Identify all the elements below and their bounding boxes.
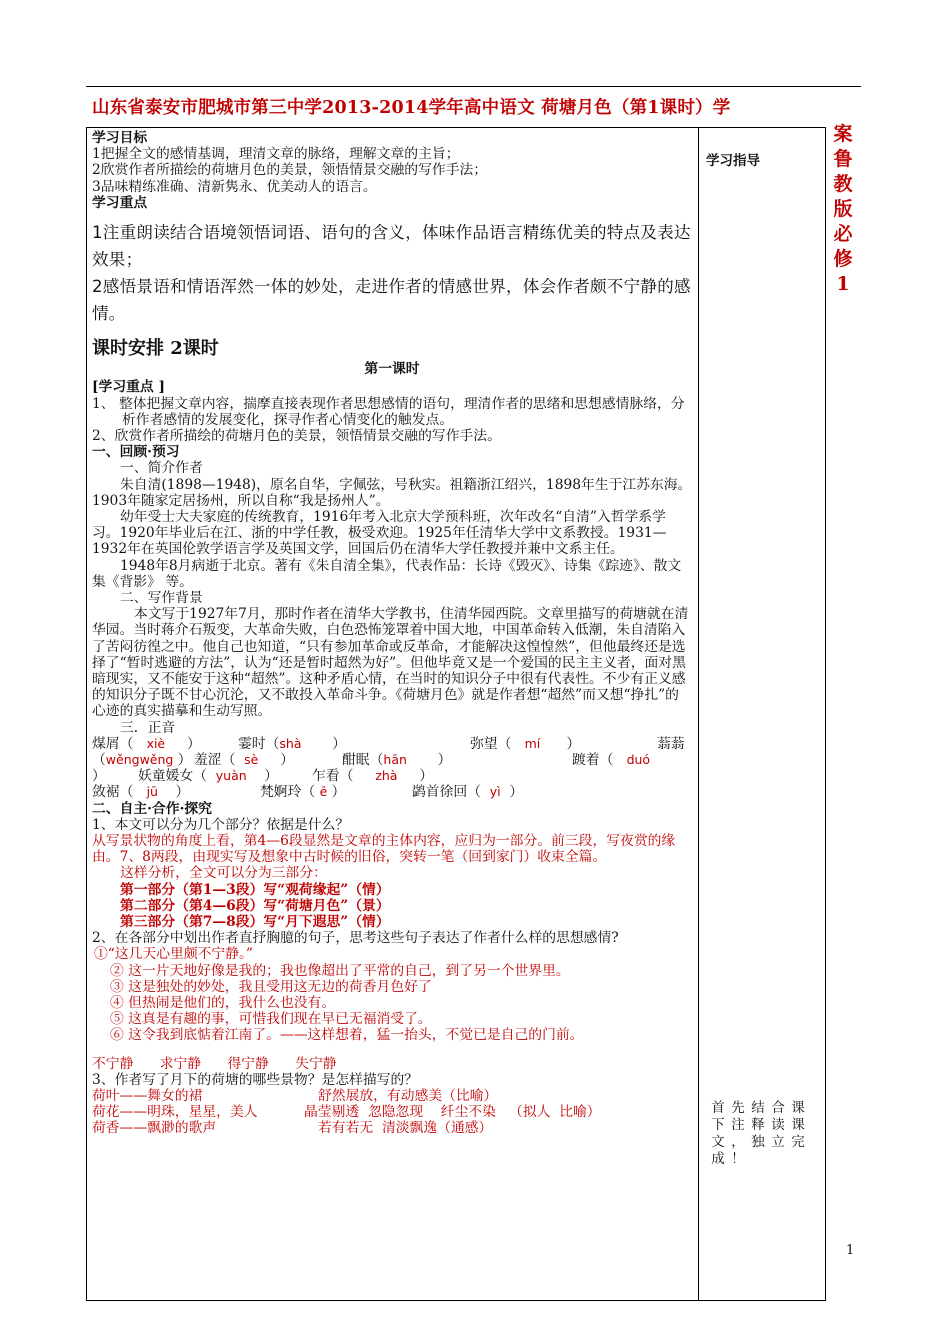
- goal-item: 1把握全文的感情基调，理清文章的脉络，理解文章的主旨；: [92, 146, 460, 163]
- answer-sentence: ⑤ 这真是有趣的事，可惜我们现在早已无福消受了。: [110, 1011, 432, 1028]
- author-paragraph: 幼年受士大夫家庭的传统教育，1916年考入北京大学预科班，次年改名“自清”入哲学系学习。1920年毕业后在江、浙的中学任教，极受欢迎。1925年任清华大学中文系教授。1931—1932年在英国伦敦学语言学及英国文学，回国后仍在清华大学任教授并兼中文系主任。: [92, 509, 667, 558]
- page-number: 1: [846, 1243, 855, 1258]
- question: 3、作者写了月下的荷塘的哪些景物？是怎样描写的？: [92, 1071, 419, 1088]
- answer-summary: 这样分析，全文可以分为三部分：: [120, 865, 327, 882]
- part1-heading: 一、回顾·预习: [92, 444, 180, 461]
- goal-item: 2欣赏作者所描绘的荷塘月色的美景，领悟情景交融的写作手法；: [92, 162, 488, 179]
- answer: 从写景状物的角度上看，第4—6段显然是文章的主体内容，应归为一部分。前三段，写夜赏的缘由。7、8两段，由现实写及想象中古时候的旧俗，突转一笔（回到家门）收束全篇。: [92, 833, 676, 866]
- answer-sentence: ⑥ 这令我到底惦着江南了。——这样想着，猛一抬头，不觉已是自己的门前。: [110, 1027, 584, 1044]
- main-content: [92, 130, 692, 1137]
- schedule: 课时安排 2课时: [92, 338, 219, 360]
- guide-text: 首 下 文 成 先 注 ， ！ 结 释 独 合 读 立 课 课 完: [711, 1100, 805, 1167]
- scene-row: 荷香——飘渺的歌声 若有若无 清淡飘逸（通感）: [92, 1120, 493, 1137]
- goal-item: 3品味精练准确、清新隽永、优美动人的语言。: [92, 178, 377, 195]
- focus2-item: 1、 整体把握文章内容，揣摩直接表现作者思想感情的语句，理清作者的思绪和思想感情脉络，分析作者感情的发展变化，探寻作者心情变化的触发点。: [92, 395, 685, 428]
- lesson-title: 第一课时: [364, 361, 420, 378]
- focus2-heading: [学习重点 ]: [92, 379, 166, 396]
- scene-row: 荷叶——舞女的裙 舒然展放，有动感美（比喻）: [92, 1088, 498, 1105]
- author-heading: 一、简介作者: [120, 460, 203, 477]
- document-title: 山东省泰安市肥城市第三中学2013-2014学年高中语文 荷塘月色（第1课时）学: [92, 98, 731, 118]
- answer-sentence: ④ 但热闹是他们的，我什么也没有。: [110, 995, 336, 1012]
- question: 2、在各部分中划出作者直抒胸臆的句子，思考这些句子表达了作者什么样的思想感情?: [92, 930, 619, 947]
- answer-part: 第三部分（第7—8段）写“月下遐思”（情）: [120, 914, 390, 931]
- pronunciation-heading: 三．正音: [120, 719, 176, 736]
- feeling-sequence: 不宁静 求宁静 得宁静 失宁静: [92, 1055, 337, 1072]
- guide-title: 学习指导: [706, 153, 760, 169]
- answer-part: 第二部分（第4—6段）写“荷塘月色”（景）: [120, 897, 390, 914]
- pronunciation-list: 煤屑（ xiè ） 霎时（shà ） 弥望（ mí ） 蓊蓊 （wěngwěng ） 羞涩（ sè ） 酣眠（hān ） 踱着（ duó ） 妖童媛女（ yuàn ） 乍看（ zhà ） 敛裾（ jū ） 梵婀玲（ ē ） 鹢首徐回（ yì ）: [92, 735, 685, 801]
- author-paragraph: 1948年8月病逝于北京。著有《朱自清全集》，代表作品：长诗《毁灭》、诗集《踪迹》、散文集《背影》 等。: [92, 557, 682, 590]
- answer-sentence: ② 这一片天地好像是我的；我也像超出了平常的自己，到了另一个世界里。: [110, 962, 570, 979]
- focus-item: 2感悟景语和情语浑然一体的妙处，走进作者的情感世界，体会作者颇不宁静的感情。: [92, 277, 691, 324]
- author-paragraph: 朱自清(1898—1948)，原名自华，字佩弦，号秋实。祖籍浙江绍兴，1898年生于江苏东海。1903年随家定居扬州，所以自称“我是扬州人”。: [92, 476, 692, 509]
- answer-sentence: ①“这几天心里颇不宁静。”: [94, 946, 253, 963]
- question: 1、本文可以分为几个部分？依据是什么？: [92, 816, 350, 833]
- answer-part: 第一部分（第1—3段）写“观荷缘起”（情）: [120, 881, 390, 898]
- focus-heading: 学习重点: [92, 194, 148, 211]
- answer-sentence: ③ 这是独处的妙处，我且受用这无边的荷香月色好了: [110, 978, 432, 995]
- goals-heading: 学习目标: [92, 130, 148, 146]
- part2-heading: 二、自主·合作·探究: [92, 800, 212, 817]
- background-paragraph: 本文写于1927年7月，那时作者在清华大学教书，住清华园西院。文章里描写的荷塘就在清华园。当时蒋介石叛变，大革命失败，白色恐怖笼罩着中国大地，中国革命转入低潮，朱自清陷入了苦闷彷徨之中。他自己也知道，“只有参加革命或反革命，才能解决这惶惶然”，但他最终还是选择了“暂时逃避的方法”，认为“还是暂时超然为好”。但他毕竟又是一个爱国的民主主义者，面对黑暗现实，又不能安于这种“超然”。这种矛盾心情，在当时的知识分子中很有代表性。不少有正义感的知识分子既不甘心沉沦，又不敢投入革命斗争。《荷塘月色》就是作者想“超然”而又想“挣扎”的心迹的真实描摹和生动写照。: [92, 606, 689, 720]
- background-heading: 二、写作背景: [120, 590, 203, 607]
- focus2-item: 2、欣赏作者所描绘的荷塘月色的美景，领悟情景交融的写作手法。: [92, 428, 501, 445]
- header-rule: [86, 86, 861, 87]
- document-title-continuation: 案 鲁 教 版 必 修 1: [833, 123, 853, 295]
- scene-row: 荷花——明珠，星星，美人 晶莹剔透 忽隐忽现 纤尘不染 （拟人 比喻）: [92, 1104, 601, 1121]
- focus-item: 1注重朗读结合语境领悟词语、语句的含义，体味作品语言精练优美的特点及表达效果；: [92, 223, 691, 270]
